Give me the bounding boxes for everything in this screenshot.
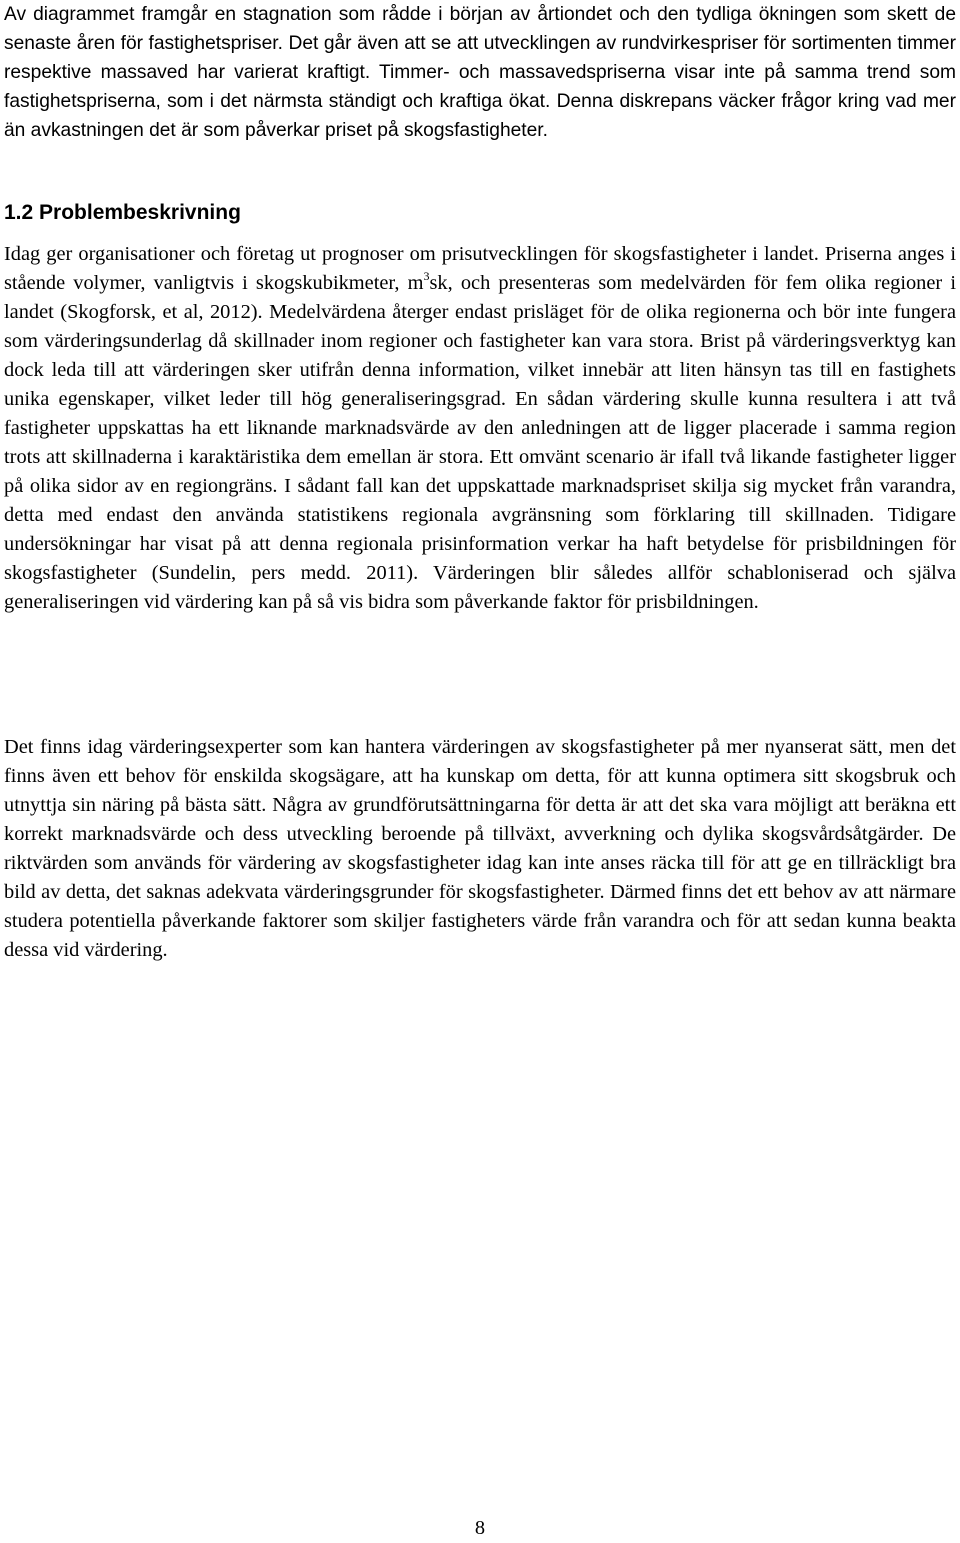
superscript-3: 3 bbox=[423, 269, 430, 283]
section-heading: 1.2 Problembeskrivning bbox=[4, 201, 241, 224]
intro-text: Av diagrammet framgår en stagnation som rådde i början av årtiondet och den tydliga ökningen som skett de senaste åren för fastighetspriser. Det går även att se att utvecklingen av rundvirkespriser för sortimenten timmer respektive massaved har varierat kraftigt. Timmer- och massavedspriserna visar inte på samma trend som fastighetspriserna, som i det närmsta ständigt och kraftiga ökat. Denna diskrepans väcker frågor kring vad mer än avkastningen det är som påverkar priset på skogsfastigheter. bbox=[4, 4, 956, 141]
problem-text-start: Idag ger organisationer och företag ut prognoser om prisutvecklingen för skogsfastigheter i landet. Priserna anges i stående volymer, vanligtvis i skogskubikmeter, m bbox=[4, 243, 956, 294]
problem-text-rest: sk, och presenteras som medelvärden för fem olika regioner i landet (Skogforsk, et al, 2012). Medelvärdena återger endast prisläget för de olika regionerna och bör inte fungera som värderingsunderlag då skillnader inom regioner och fastigheter kan vara stora. Brist på värderingsverktyg kan dock leda till att värderingen sker utifrån denna information, vilket innebär att liten hänsyn tas till en fastighets unika egenskaper, vilket leder till hög generaliseringsgrad. En sådan värdering skulle kunna resultera i att två fastigheter uppskattas ha ett liknande marknadsvärde av den anledningen att de ligger placerade i samma region trots att skillnaderna i karaktäristika dem emellan är stora. Ett omvänt scenario är ifall två likande fastigheter ligger på olika sidor av en regiongräns. I sådant fall kan det uppskattade marknadspriset skilja sig mycket från varandra, detta med endast den använda statistikens regionala avgränsning som förklaring till skillnaden. Tidigare undersökningar har visat på att denna regionala prisinformation verkar ha haft betydelse för prisbildningen för skogsfastigheter (Sundelin, pers medd. 2011). Värderingen blir således allför schabloniserad och själva generaliseringen vid värdering kan på så vis bidra som påverkande faktor för prisbildningen. bbox=[4, 272, 956, 613]
problem-paragraph bbox=[4, 240, 956, 617]
page-number: 8 bbox=[474, 1517, 486, 1539]
experts-text: Det finns idag värderingsexperter som kan hantera värderingen av skogsfastigheter på mer nyanserat sätt, men det finns även ett behov för enskilda skogsägare, att ha kunskap om detta, för att kunna optimera sitt skogsbruk och utnyttja sin näring på bästa sätt. Några av grundförutsättningarna för detta är att det ska vara möjligt att beräkna ett korrekt marknadsvärde och dess utveckling beroende på tillväxt, avverkning och dylika skogsvårdsåtgärder. De riktvärden som används för värdering av skogsfastigheter idag kan inte anses räcka till för att ge en tillräckligt bra bild av detta, det saknas adekvata värderingsgrunder för skogsfastigheter. Därmed finns det ett behov av att närmare studera potentiella påverkande faktorer som skiljer fastigheters värde från varandra och för att sedan kunna beakta dessa vid värdering. bbox=[4, 736, 956, 961]
experts-paragraph bbox=[4, 733, 956, 965]
intro-paragraph bbox=[4, 0, 956, 145]
